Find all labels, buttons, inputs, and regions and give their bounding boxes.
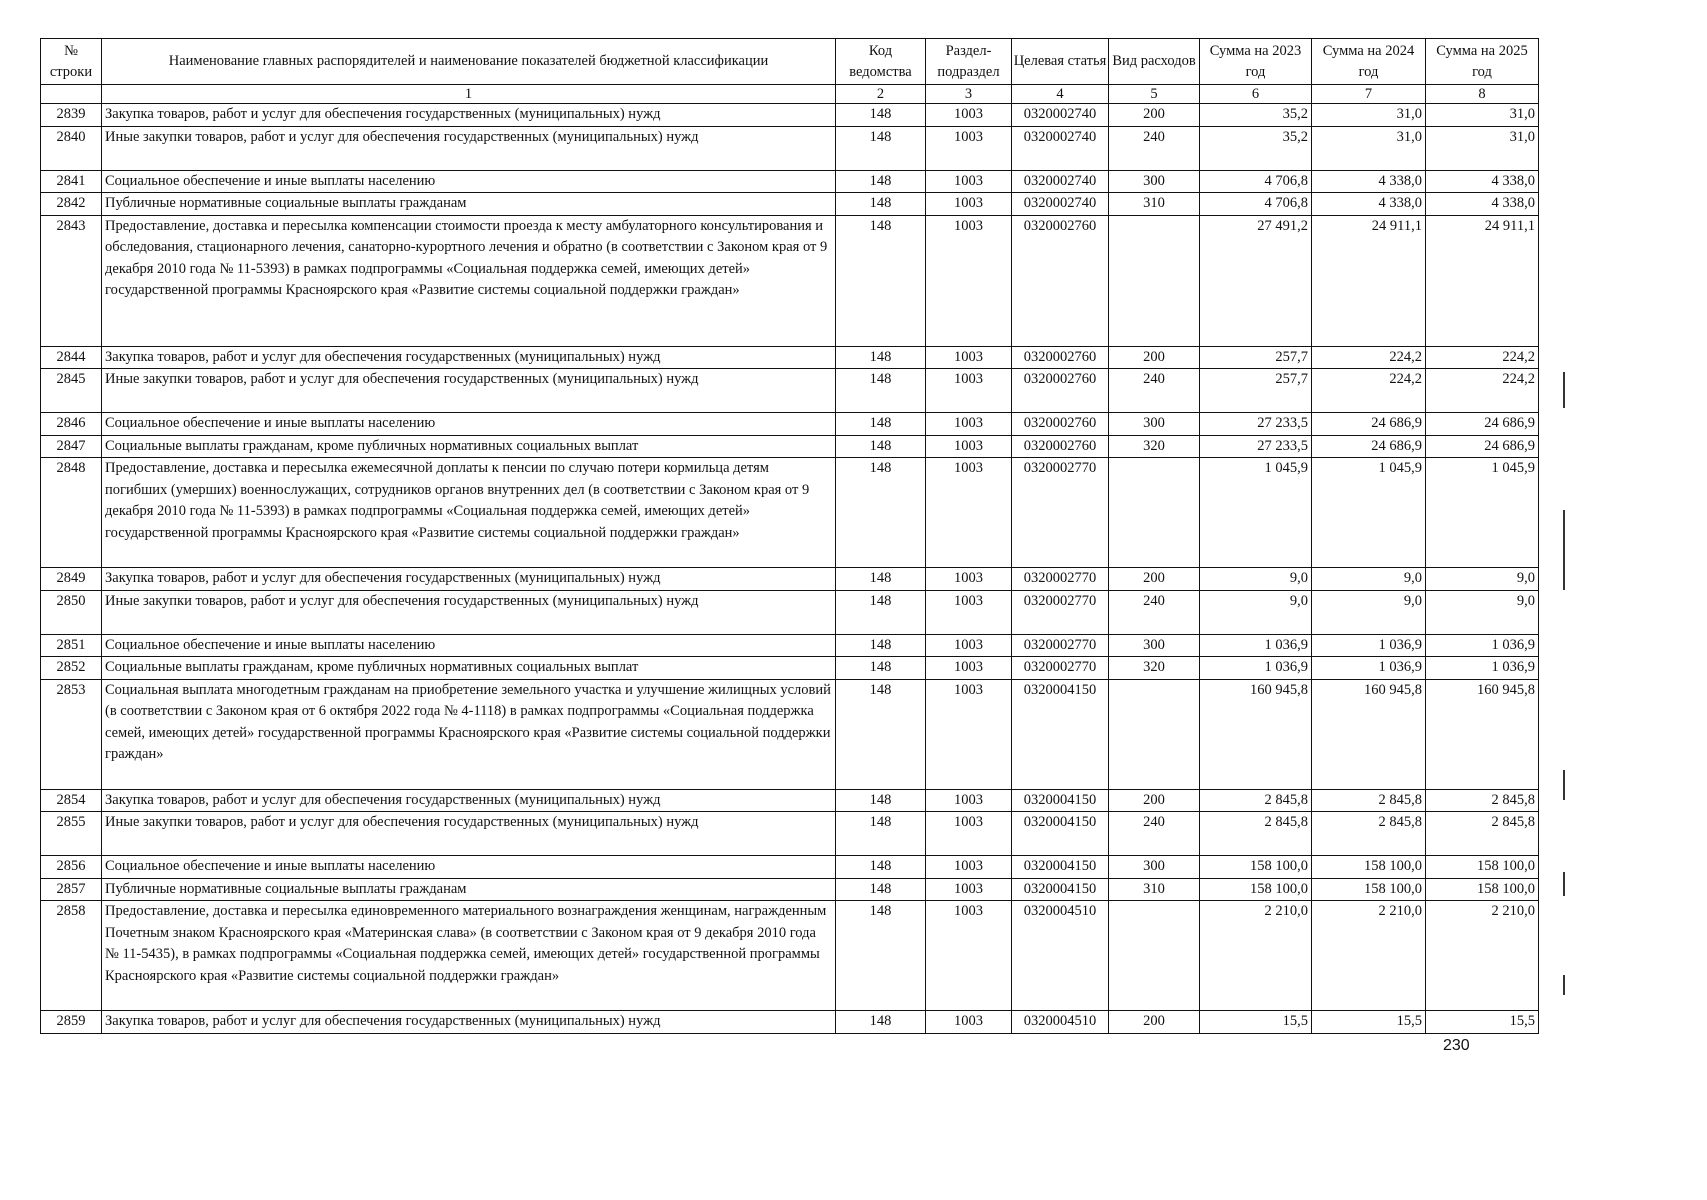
target-article: 0320002770 bbox=[1012, 590, 1109, 634]
sum-2024: 1 036,9 bbox=[1312, 634, 1426, 657]
section-code: 1003 bbox=[926, 856, 1012, 879]
expense-type bbox=[1109, 458, 1200, 568]
row-name: Социальное обеспечение и иные выплаты населению bbox=[102, 170, 836, 193]
sum-2025: 24 686,9 bbox=[1426, 413, 1539, 436]
row-name: Закупка товаров, работ и услуг для обеспечения государственных (муниципальных) нужд bbox=[102, 104, 836, 127]
sum-2023: 257,7 bbox=[1200, 369, 1312, 413]
row-name: Публичные нормативные социальные выплаты гражданам bbox=[102, 878, 836, 901]
expense-type: 200 bbox=[1109, 789, 1200, 812]
sum-2024: 160 945,8 bbox=[1312, 679, 1426, 789]
sum-2025: 9,0 bbox=[1426, 568, 1539, 591]
sum-2023: 158 100,0 bbox=[1200, 878, 1312, 901]
sum-2023: 1 036,9 bbox=[1200, 657, 1312, 680]
table-row bbox=[41, 126, 1539, 170]
row-name: Социальное обеспечение и иные выплаты населению bbox=[102, 856, 836, 879]
expense-type: 300 bbox=[1109, 634, 1200, 657]
row-name: Закупка товаров, работ и услуг для обеспечения государственных (муниципальных) нужд bbox=[102, 789, 836, 812]
row-name: Закупка товаров, работ и услуг для обеспечения государственных (муниципальных) нужд bbox=[102, 346, 836, 369]
table-row bbox=[41, 679, 1539, 789]
expense-type: 310 bbox=[1109, 878, 1200, 901]
expense-type: 320 bbox=[1109, 657, 1200, 680]
section-code: 1003 bbox=[926, 458, 1012, 568]
sum-2025: 24 686,9 bbox=[1426, 435, 1539, 458]
section-code: 1003 bbox=[926, 878, 1012, 901]
sum-2025: 1 036,9 bbox=[1426, 634, 1539, 657]
section-code: 1003 bbox=[926, 634, 1012, 657]
sum-2024: 9,0 bbox=[1312, 568, 1426, 591]
table-row bbox=[41, 346, 1539, 369]
sum-2025: 4 338,0 bbox=[1426, 170, 1539, 193]
dept-code: 148 bbox=[836, 170, 926, 193]
sum-2025: 2 845,8 bbox=[1426, 789, 1539, 812]
table-row bbox=[41, 215, 1539, 346]
dept-code: 148 bbox=[836, 901, 926, 1011]
table-row bbox=[41, 193, 1539, 216]
section-code: 1003 bbox=[926, 789, 1012, 812]
row-number: 2839 bbox=[41, 104, 102, 127]
sum-2024: 158 100,0 bbox=[1312, 878, 1426, 901]
column-number: 7 bbox=[1312, 85, 1426, 104]
sum-2025: 224,2 bbox=[1426, 346, 1539, 369]
sum-2024: 31,0 bbox=[1312, 126, 1426, 170]
sum-2025: 160 945,8 bbox=[1426, 679, 1539, 789]
sum-2024: 9,0 bbox=[1312, 590, 1426, 634]
table-row bbox=[41, 901, 1539, 1011]
target-article: 0320002740 bbox=[1012, 193, 1109, 216]
sum-2025: 2 210,0 bbox=[1426, 901, 1539, 1011]
sum-2025: 24 911,1 bbox=[1426, 215, 1539, 346]
row-name: Публичные нормативные социальные выплаты гражданам bbox=[102, 193, 836, 216]
dept-code: 148 bbox=[836, 679, 926, 789]
sum-2025: 158 100,0 bbox=[1426, 878, 1539, 901]
expense-type: 240 bbox=[1109, 812, 1200, 856]
sum-2025: 4 338,0 bbox=[1426, 193, 1539, 216]
dept-code: 148 bbox=[836, 657, 926, 680]
section-code: 1003 bbox=[926, 679, 1012, 789]
section-code: 1003 bbox=[926, 126, 1012, 170]
sum-2025: 2 845,8 bbox=[1426, 812, 1539, 856]
header-dept-code: Код ведомства bbox=[836, 39, 926, 85]
expense-type: 300 bbox=[1109, 170, 1200, 193]
row-number: 2857 bbox=[41, 878, 102, 901]
column-number: 5 bbox=[1109, 85, 1200, 104]
table-row bbox=[41, 1011, 1539, 1034]
sum-2023: 160 945,8 bbox=[1200, 679, 1312, 789]
header-exp-type: Вид расходов bbox=[1109, 39, 1200, 85]
dept-code: 148 bbox=[836, 126, 926, 170]
row-name: Иные закупки товаров, работ и услуг для обеспечения государственных (муниципальных) нужд bbox=[102, 126, 836, 170]
section-code: 1003 bbox=[926, 568, 1012, 591]
sum-2023: 4 706,8 bbox=[1200, 193, 1312, 216]
sum-2024: 224,2 bbox=[1312, 346, 1426, 369]
scan-margin-mark bbox=[1563, 372, 1565, 408]
dept-code: 148 bbox=[836, 215, 926, 346]
dept-code: 148 bbox=[836, 193, 926, 216]
sum-2025: 224,2 bbox=[1426, 369, 1539, 413]
target-article: 0320004150 bbox=[1012, 812, 1109, 856]
sum-2024: 2 845,8 bbox=[1312, 812, 1426, 856]
sum-2024: 4 338,0 bbox=[1312, 170, 1426, 193]
header-row-no: № строки bbox=[41, 39, 102, 85]
scan-margin-mark bbox=[1563, 770, 1565, 800]
table-row bbox=[41, 634, 1539, 657]
dept-code: 148 bbox=[836, 590, 926, 634]
row-name: Иные закупки товаров, работ и услуг для обеспечения государственных (муниципальных) нужд bbox=[102, 369, 836, 413]
row-name: Предоставление, доставка и пересылка ежемесячной доплаты к пенсии по случаю потери кормильца детям погибших (умерших) военнослужащих, сотрудников органов внутренних дел (в соответствии с Законом края от 9 декабря 2010 года № 11-5393) в рамках подпрограммы «Социальная поддержка семей, имеющих детей» государственной программы Красноярского края «Развитие системы социальной поддержки граждан» bbox=[102, 458, 836, 568]
sum-2023: 2 845,8 bbox=[1200, 812, 1312, 856]
header-row bbox=[41, 39, 1539, 85]
expense-type: 300 bbox=[1109, 413, 1200, 436]
target-article: 0320002760 bbox=[1012, 346, 1109, 369]
expense-type: 310 bbox=[1109, 193, 1200, 216]
expense-type: 240 bbox=[1109, 126, 1200, 170]
sum-2023: 2 845,8 bbox=[1200, 789, 1312, 812]
header-sum-2023: Сумма на 2023 год bbox=[1200, 39, 1312, 85]
section-code: 1003 bbox=[926, 590, 1012, 634]
row-name: Закупка товаров, работ и услуг для обеспечения государственных (муниципальных) нужд bbox=[102, 1011, 836, 1034]
target-article: 0320004150 bbox=[1012, 679, 1109, 789]
expense-type: 300 bbox=[1109, 856, 1200, 879]
target-article: 0320004150 bbox=[1012, 878, 1109, 901]
dept-code: 148 bbox=[836, 435, 926, 458]
sum-2025: 1 036,9 bbox=[1426, 657, 1539, 680]
dept-code: 148 bbox=[836, 369, 926, 413]
row-number: 2854 bbox=[41, 789, 102, 812]
dept-code: 148 bbox=[836, 878, 926, 901]
row-number: 2852 bbox=[41, 657, 102, 680]
expense-type: 240 bbox=[1109, 369, 1200, 413]
section-code: 1003 bbox=[926, 657, 1012, 680]
sum-2023: 9,0 bbox=[1200, 568, 1312, 591]
sum-2023: 9,0 bbox=[1200, 590, 1312, 634]
table-row bbox=[41, 413, 1539, 436]
expense-type bbox=[1109, 679, 1200, 789]
dept-code: 148 bbox=[836, 104, 926, 127]
row-name: Социальные выплаты гражданам, кроме публичных нормативных социальных выплат bbox=[102, 657, 836, 680]
section-code: 1003 bbox=[926, 901, 1012, 1011]
row-name: Предоставление, доставка и пересылка компенсации стоимости проезда к месту амбулаторного консультирования и обследования, стационарного лечения, санаторно-курортного лечения и обратно (в соответствии с Законом края от 9 декабря 2010 года № 11-5393) в рамках подпрограммы «Социальная поддержка семей, имеющих детей» государственной программы Красноярского края «Развитие системы социальной поддержки граждан» bbox=[102, 215, 836, 346]
expense-type: 200 bbox=[1109, 104, 1200, 127]
table-row bbox=[41, 856, 1539, 879]
row-number: 2844 bbox=[41, 346, 102, 369]
sum-2023: 1 045,9 bbox=[1200, 458, 1312, 568]
target-article: 0320002770 bbox=[1012, 568, 1109, 591]
header-sum-2024: Сумма на 2024 год bbox=[1312, 39, 1426, 85]
row-number: 2853 bbox=[41, 679, 102, 789]
header-sum-2025: Сумма на 2025 год bbox=[1426, 39, 1539, 85]
row-number: 2842 bbox=[41, 193, 102, 216]
target-article: 0320002770 bbox=[1012, 458, 1109, 568]
dept-code: 148 bbox=[836, 856, 926, 879]
sum-2024: 24 911,1 bbox=[1312, 215, 1426, 346]
target-article: 0320004150 bbox=[1012, 856, 1109, 879]
sum-2024: 158 100,0 bbox=[1312, 856, 1426, 879]
expense-type: 200 bbox=[1109, 1011, 1200, 1034]
target-article: 0320004510 bbox=[1012, 901, 1109, 1011]
table-row bbox=[41, 590, 1539, 634]
row-number: 2855 bbox=[41, 812, 102, 856]
sum-2025: 158 100,0 bbox=[1426, 856, 1539, 879]
expense-type: 320 bbox=[1109, 435, 1200, 458]
table-row bbox=[41, 435, 1539, 458]
section-code: 1003 bbox=[926, 1011, 1012, 1034]
table-row bbox=[41, 369, 1539, 413]
section-code: 1003 bbox=[926, 170, 1012, 193]
row-name: Социальное обеспечение и иные выплаты населению bbox=[102, 413, 836, 436]
row-number: 2841 bbox=[41, 170, 102, 193]
sum-2024: 2 845,8 bbox=[1312, 789, 1426, 812]
dept-code: 148 bbox=[836, 458, 926, 568]
scan-margin-mark bbox=[1563, 872, 1565, 896]
row-number: 2851 bbox=[41, 634, 102, 657]
row-number: 2856 bbox=[41, 856, 102, 879]
row-name: Закупка товаров, работ и услуг для обеспечения государственных (муниципальных) нужд bbox=[102, 568, 836, 591]
dept-code: 148 bbox=[836, 812, 926, 856]
sum-2024: 24 686,9 bbox=[1312, 413, 1426, 436]
row-number: 2850 bbox=[41, 590, 102, 634]
header-target: Целевая статья bbox=[1012, 39, 1109, 85]
table-row bbox=[41, 104, 1539, 127]
sum-2024: 15,5 bbox=[1312, 1011, 1426, 1034]
table-row bbox=[41, 657, 1539, 680]
column-number: 8 bbox=[1426, 85, 1539, 104]
column-number: 3 bbox=[926, 85, 1012, 104]
sum-2024: 224,2 bbox=[1312, 369, 1426, 413]
row-name: Предоставление, доставка и пересылка единовременного материального вознаграждения женщинам, награжденным Почетным знаком Красноярского края «Материнская слава» (в соответствии с Законом края от 9 декабря 2010 года № 11-5435), в рамках подпрограммы «Социальная поддержка семей, имеющих детей» государственной программы Красноярского края «Развитие системы социальной поддержки граждан» bbox=[102, 901, 836, 1011]
target-article: 0320002770 bbox=[1012, 657, 1109, 680]
target-article: 0320002740 bbox=[1012, 126, 1109, 170]
column-number: 1 bbox=[102, 85, 836, 104]
sum-2023: 27 491,2 bbox=[1200, 215, 1312, 346]
target-article: 0320004510 bbox=[1012, 1011, 1109, 1034]
target-article: 0320002760 bbox=[1012, 215, 1109, 346]
table-body bbox=[41, 104, 1539, 1034]
sum-2023: 2 210,0 bbox=[1200, 901, 1312, 1011]
section-code: 1003 bbox=[926, 369, 1012, 413]
row-name: Социальная выплата многодетным гражданам на приобретение земельного участка и улучшение жилищных условий (в соответствии с Законом края от 6 октября 2022 года № 4-1118) в рамках подпрограммы «Социальная поддержка семей, имеющих детей» государственной программы Красноярского края «Развитие системы социальной поддержки граждан» bbox=[102, 679, 836, 789]
target-article: 0320002740 bbox=[1012, 104, 1109, 127]
section-code: 1003 bbox=[926, 346, 1012, 369]
row-number: 2848 bbox=[41, 458, 102, 568]
target-article: 0320002740 bbox=[1012, 170, 1109, 193]
sum-2023: 35,2 bbox=[1200, 126, 1312, 170]
sum-2024: 2 210,0 bbox=[1312, 901, 1426, 1011]
expense-type bbox=[1109, 901, 1200, 1011]
table-row bbox=[41, 568, 1539, 591]
row-number: 2858 bbox=[41, 901, 102, 1011]
section-code: 1003 bbox=[926, 812, 1012, 856]
target-article: 0320002760 bbox=[1012, 369, 1109, 413]
sum-2024: 4 338,0 bbox=[1312, 193, 1426, 216]
column-number: 6 bbox=[1200, 85, 1312, 104]
table-row bbox=[41, 170, 1539, 193]
sum-2024: 31,0 bbox=[1312, 104, 1426, 127]
sum-2023: 35,2 bbox=[1200, 104, 1312, 127]
section-code: 1003 bbox=[926, 435, 1012, 458]
section-code: 1003 bbox=[926, 413, 1012, 436]
table-row bbox=[41, 789, 1539, 812]
row-number: 2846 bbox=[41, 413, 102, 436]
sum-2023: 257,7 bbox=[1200, 346, 1312, 369]
scan-margin-mark bbox=[1563, 975, 1565, 995]
expense-type: 200 bbox=[1109, 346, 1200, 369]
header-section: Раздел-подраздел bbox=[926, 39, 1012, 85]
dept-code: 148 bbox=[836, 1011, 926, 1034]
section-code: 1003 bbox=[926, 215, 1012, 346]
target-article: 0320002760 bbox=[1012, 435, 1109, 458]
sum-2025: 9,0 bbox=[1426, 590, 1539, 634]
row-name: Иные закупки товаров, работ и услуг для обеспечения государственных (муниципальных) нужд bbox=[102, 812, 836, 856]
sum-2024: 1 036,9 bbox=[1312, 657, 1426, 680]
dept-code: 148 bbox=[836, 413, 926, 436]
sum-2023: 27 233,5 bbox=[1200, 435, 1312, 458]
table-row bbox=[41, 458, 1539, 568]
scan-margin-mark bbox=[1563, 510, 1565, 590]
table-row bbox=[41, 878, 1539, 901]
target-article: 0320002770 bbox=[1012, 634, 1109, 657]
dept-code: 148 bbox=[836, 789, 926, 812]
header-name: Наименование главных распорядителей и наименование показателей бюджетной классификации bbox=[102, 39, 836, 85]
dept-code: 148 bbox=[836, 634, 926, 657]
sum-2025: 31,0 bbox=[1426, 126, 1539, 170]
sum-2023: 15,5 bbox=[1200, 1011, 1312, 1034]
sum-2024: 1 045,9 bbox=[1312, 458, 1426, 568]
sum-2023: 1 036,9 bbox=[1200, 634, 1312, 657]
column-number-row bbox=[41, 85, 1539, 104]
expense-type bbox=[1109, 215, 1200, 346]
sum-2025: 31,0 bbox=[1426, 104, 1539, 127]
column-number bbox=[41, 85, 102, 104]
target-article: 0320002760 bbox=[1012, 413, 1109, 436]
row-name: Социальные выплаты гражданам, кроме публичных нормативных социальных выплат bbox=[102, 435, 836, 458]
row-number: 2845 bbox=[41, 369, 102, 413]
row-number: 2843 bbox=[41, 215, 102, 346]
row-number: 2849 bbox=[41, 568, 102, 591]
sum-2023: 158 100,0 bbox=[1200, 856, 1312, 879]
sum-2023: 4 706,8 bbox=[1200, 170, 1312, 193]
column-number: 4 bbox=[1012, 85, 1109, 104]
row-name: Социальное обеспечение и иные выплаты населению bbox=[102, 634, 836, 657]
target-article: 0320004150 bbox=[1012, 789, 1109, 812]
section-code: 1003 bbox=[926, 193, 1012, 216]
dept-code: 148 bbox=[836, 346, 926, 369]
sum-2023: 27 233,5 bbox=[1200, 413, 1312, 436]
sum-2024: 24 686,9 bbox=[1312, 435, 1426, 458]
row-name: Иные закупки товаров, работ и услуг для обеспечения государственных (муниципальных) нужд bbox=[102, 590, 836, 634]
sum-2025: 1 045,9 bbox=[1426, 458, 1539, 568]
expense-type: 200 bbox=[1109, 568, 1200, 591]
table-row bbox=[41, 812, 1539, 856]
budget-table bbox=[40, 38, 1539, 1034]
column-number: 2 bbox=[836, 85, 926, 104]
page-number: 230 bbox=[1443, 1037, 1470, 1054]
section-code: 1003 bbox=[926, 104, 1012, 127]
sum-2025: 15,5 bbox=[1426, 1011, 1539, 1034]
dept-code: 148 bbox=[836, 568, 926, 591]
row-number: 2847 bbox=[41, 435, 102, 458]
row-number: 2840 bbox=[41, 126, 102, 170]
expense-type: 240 bbox=[1109, 590, 1200, 634]
row-number: 2859 bbox=[41, 1011, 102, 1034]
